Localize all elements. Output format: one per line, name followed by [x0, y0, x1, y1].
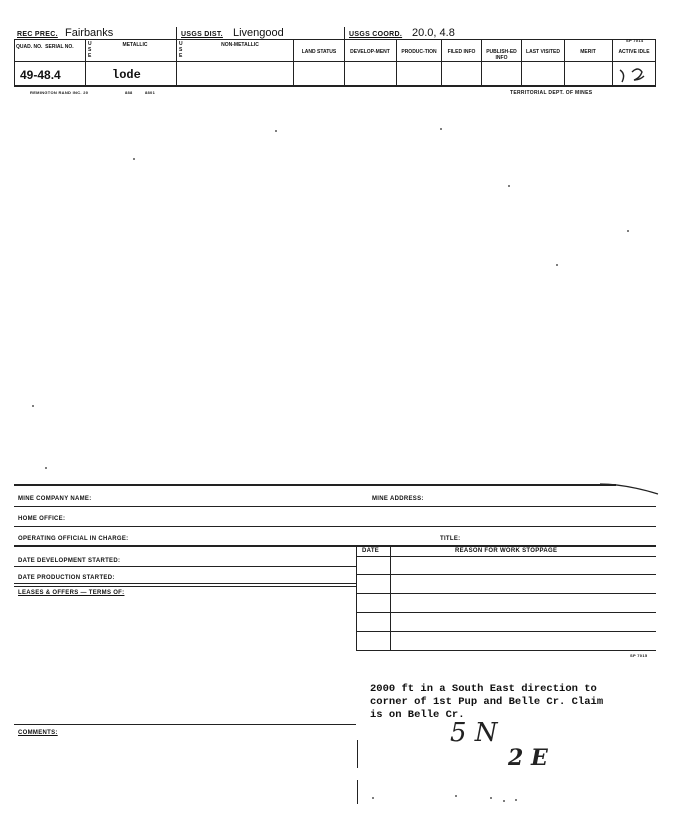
scan-speck: [372, 797, 374, 799]
mine-address-label: MINE ADDRESS:: [372, 496, 424, 502]
production-header: PRODUC-TION: [401, 49, 437, 55]
use-header-nonmetallic: U S E: [179, 41, 183, 59]
printer-code-1: 888: [125, 90, 133, 95]
note-line-3: is on Belle Cr.: [370, 709, 465, 721]
usgs-dist-value: Livengood: [233, 27, 284, 39]
comments-label: COMMENTS:: [18, 730, 58, 736]
last-visited-header: LAST VISITED: [526, 49, 560, 55]
usgs-dist-label: USGS DIST.: [181, 31, 223, 38]
note-line-1: 2000 ft in a South East direction to: [370, 683, 597, 695]
scan-speck: [503, 800, 505, 802]
printer-mark: REMINGTON RAND INC. 20: [30, 90, 89, 95]
metallic-value: lode: [112, 68, 141, 82]
date-production-started-label: DATE PRODUCTION STARTED:: [18, 575, 115, 581]
scan-speck: [627, 230, 629, 232]
quad-serial-header: QUAD. NO. SERIAL NO.: [16, 44, 74, 50]
development-header: DEVELOP-MENT: [350, 49, 390, 55]
scan-speck: [133, 158, 135, 160]
scan-speck: [32, 405, 34, 407]
handwritten-township: 5 N: [450, 718, 498, 748]
published-info-header: PUBLISH-ED INFO: [486, 49, 517, 61]
leases-offers-label: LEASES & OFFERS — TERMS OF:: [18, 590, 125, 596]
form-number: SP 7014: [626, 38, 644, 43]
scan-speck: [490, 797, 492, 799]
usgs-coord-value: 20.0, 4.8: [412, 27, 455, 39]
title-label: TITLE:: [440, 536, 461, 542]
handwritten-mark-icon: [616, 64, 652, 86]
date-column-header: DATE: [362, 548, 380, 554]
mine-company-name-label: MINE COMPANY NAME:: [18, 496, 92, 502]
note-line-2: corner of 1st Pup and Belle Cr. Claim: [370, 696, 604, 708]
operating-official-label: OPERATING OFFICIAL IN CHARGE:: [18, 536, 129, 542]
usgs-coord-label: USGS COORD.: [349, 31, 403, 38]
rec-prec-label: REC PREC.: [17, 31, 58, 38]
scan-speck: [440, 128, 442, 130]
scan-speck: [508, 185, 510, 187]
scan-speck: [275, 130, 277, 132]
scan-speck: [455, 795, 457, 797]
merit-header: MERIT: [580, 49, 596, 55]
filed-info-header: FILED INFO: [447, 49, 476, 55]
active-idle-header: ACTIVE IDLE: [618, 49, 650, 55]
metallic-header: METALLIC: [122, 42, 148, 48]
reason-column-header: REASON FOR WORK STOPPAGE: [455, 548, 558, 554]
form-number-2: SP 7015: [630, 653, 648, 658]
land-status-header: LAND STATUS: [301, 49, 337, 55]
date-development-started-label: DATE DEVELOPMENT STARTED:: [18, 558, 121, 564]
quad-serial-value: 49-48.4: [20, 68, 61, 82]
handwritten-range: 2 E: [508, 745, 548, 771]
department-label: TERRITORIAL DEPT. OF MINES: [510, 90, 593, 96]
nonmetallic-header: NON-METALLIC: [221, 42, 259, 48]
printer-code-2: 8801: [145, 90, 156, 95]
home-office-label: HOME OFFICE:: [18, 516, 66, 522]
typed-location-note: [370, 683, 603, 722]
scan-speck: [515, 799, 517, 801]
scan-speck: [556, 264, 558, 266]
rec-prec-value: Fairbanks: [65, 27, 114, 39]
use-header-metallic: U S E: [88, 41, 92, 59]
card-corner-curl: [600, 482, 660, 496]
scan-speck: [45, 467, 47, 469]
